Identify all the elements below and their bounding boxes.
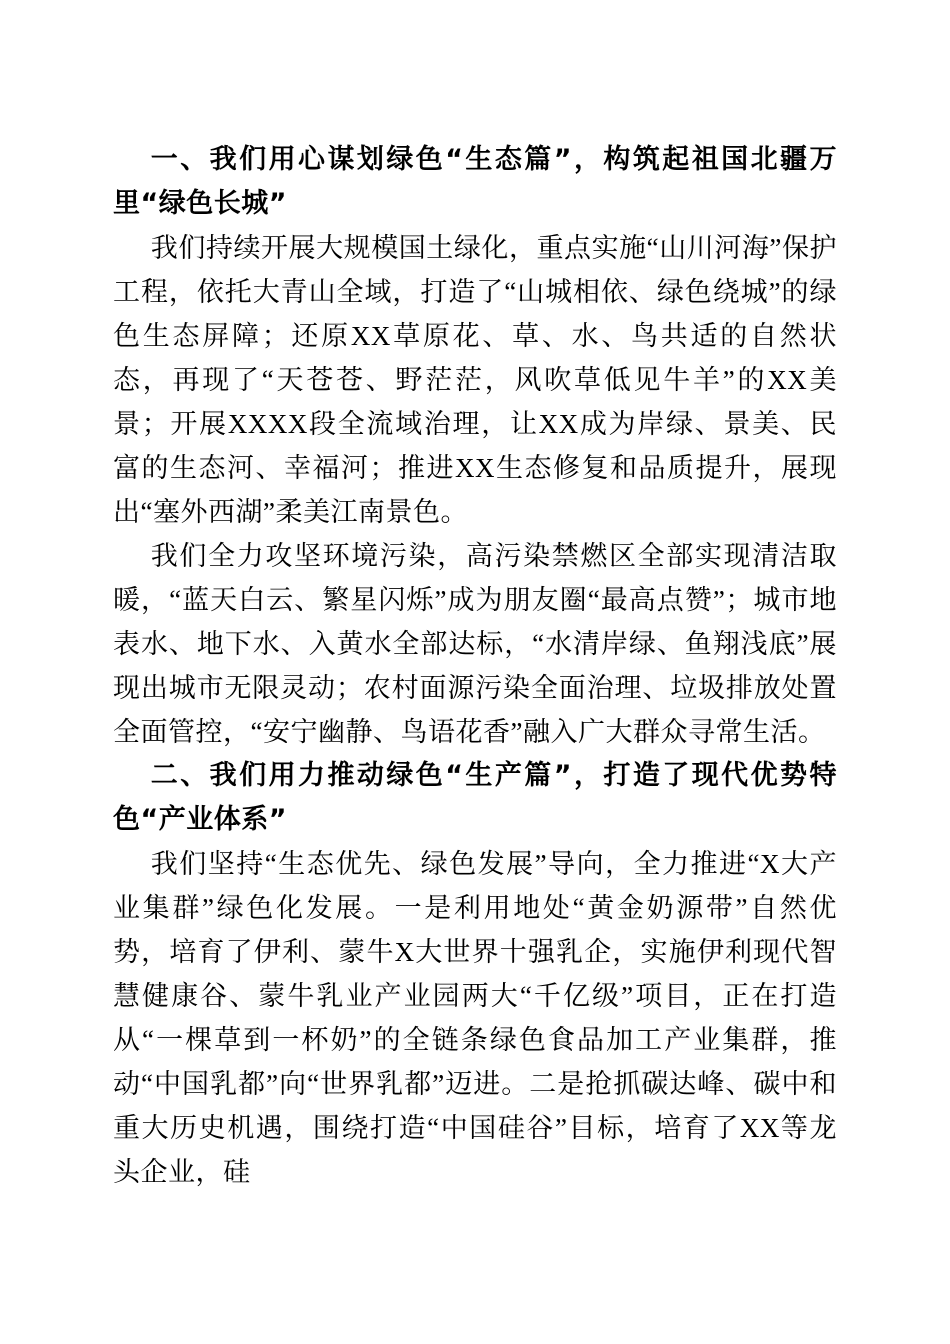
paragraph-1: 我们持续开展大规模国土绿化，重点实施“山川河海”保护工程，依托大青山全域，打造了“山城相依、绿色绕城”的绿色生态屏障；还原XX草原花、草、水、鸟共适的自然状态，再现了“天苍苍、野茫茫，风吹草低见牛羊”的XX美景；开展XXXX段全流域治理，让XX成为岸绿、景美、民富的生态河、幸福河；推进XX生态修复和品质提升，展现出“塞外西湖”柔美江南景色。 [113, 233, 837, 527]
section-heading-2: 二、我们用力推动绿色“生产篇”，打造了现代优势特色“产业体系” [113, 760, 837, 835]
paragraph-3: 我们坚持“生态优先、绿色发展”导向，全力推进“X大产业集群”绿色化发展。一是利用地处“黄金奶源带”自然优势，培育了伊利、蒙牛X大世界十强乳企，实施伊利现代智慧健康谷、蒙牛乳业产业园两大“千亿级”项目，正在打造从“一棵草到一杯奶”的全链条绿色食品加工产业集群，推动“中国乳都”向“世界乳都”迈进。二是抢抓碳达峰、碳中和重大历史机遇，围绕打造“中国硅谷”目标，培育了XX等龙头企业，硅 [113, 849, 837, 1187]
paragraph-2: 我们全力攻坚环境污染，高污染禁燃区全部实现清洁取暖，“蓝天白云、繁星闪烁”成为朋友圈“最高点赞”；城市地表水、地下水、入黄水全部达标，“水清岸绿、鱼翔浅底”展现出城市无限灵动；农村面源污染全面治理、垃圾排放处置全面管控，“安宁幽静、鸟语花香”融入广大群众寻常生活。 [113, 541, 837, 747]
section-heading-1: 一、我们用心谋划绿色“生态篇”，构筑起祖国北疆万里“绿色长城” [113, 144, 837, 219]
document-body [113, 138, 837, 1194]
